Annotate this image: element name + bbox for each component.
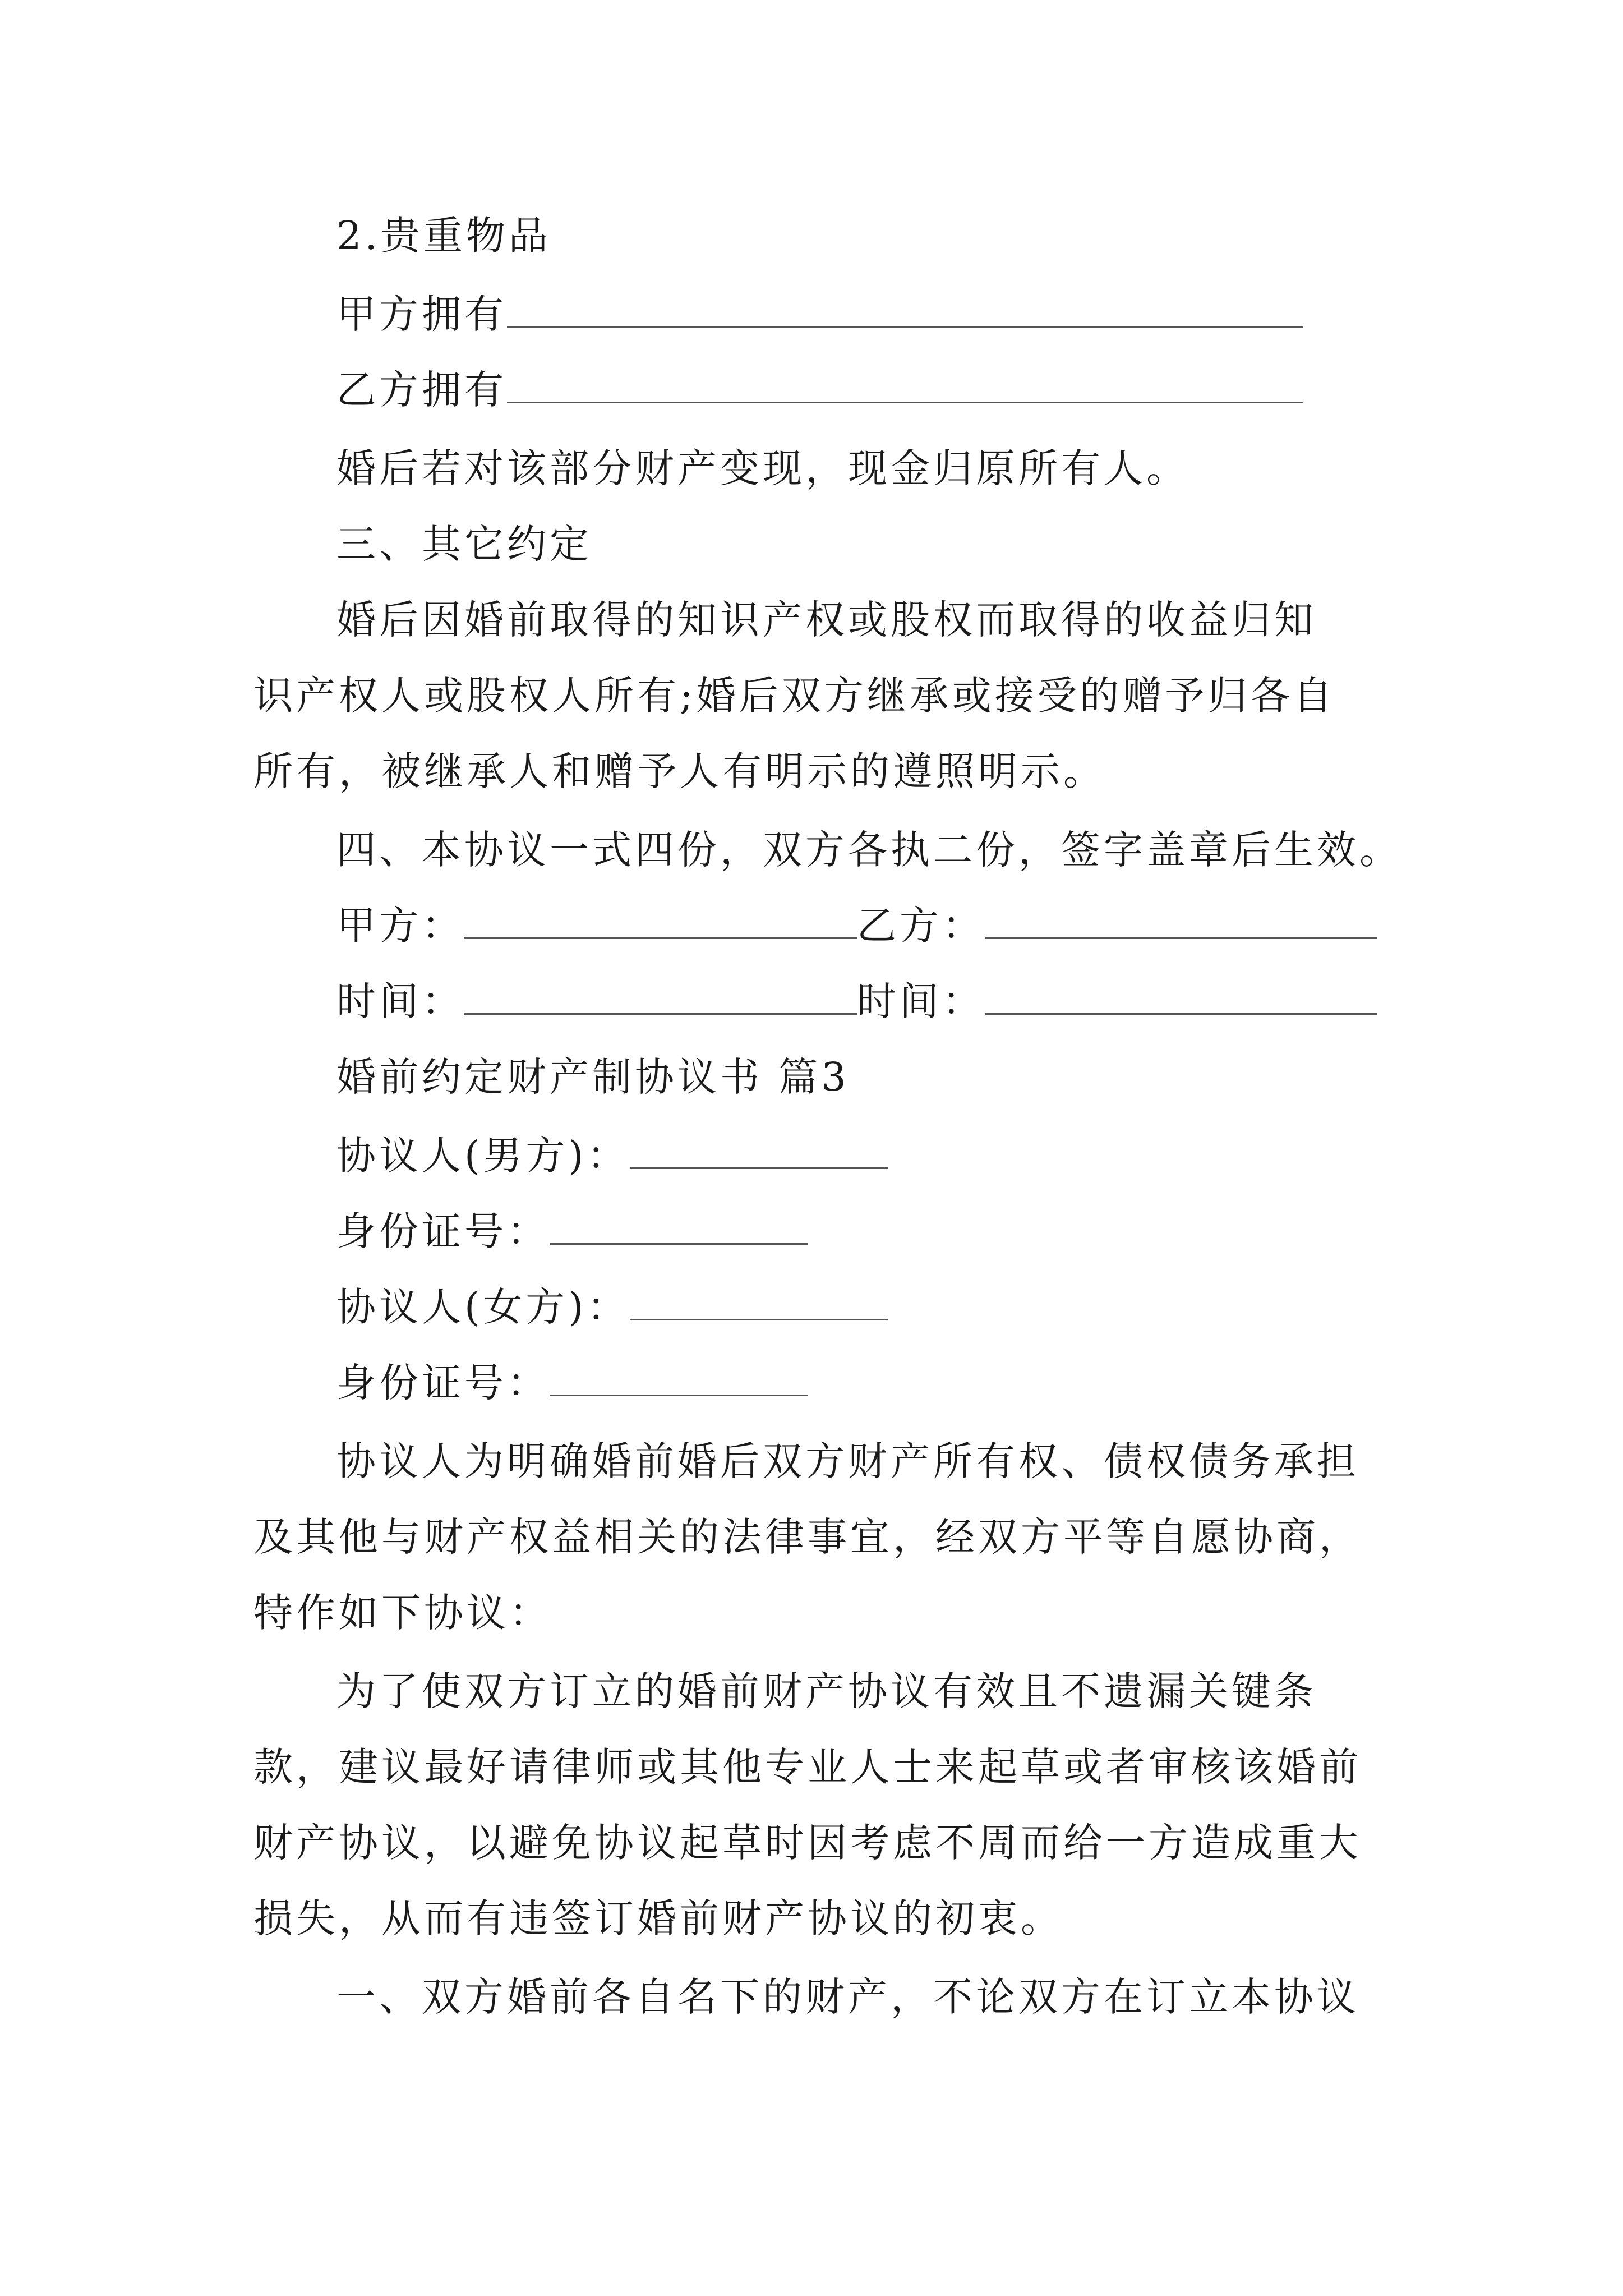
paragraph-line: 特作如下协议：: [253, 1590, 552, 1636]
female-id-blank[interactable]: [550, 1359, 808, 1396]
female-id-label: 身份证号：: [336, 1360, 550, 1406]
male-id-blank[interactable]: [550, 1207, 808, 1245]
male-id-label: 身份证号：: [336, 1208, 550, 1254]
paragraph-line: 一、双方婚前各自名下的财产，不论双方在订立本协议: [336, 1974, 1359, 2020]
party-a-signature-label: 甲方：: [336, 903, 464, 949]
party-b-date-label: 时间：: [857, 978, 985, 1024]
paragraph-line: 识产权人或股权人所有;婚后双方继承或接受的赠予归各自: [253, 673, 1336, 719]
paragraph-line: 婚后因婚前取得的知识产权或股权而取得的收益归知: [336, 597, 1317, 643]
party-b-owns-blank[interactable]: [507, 366, 1303, 403]
paragraph-line: 为了使双方订立的婚前财产协议有效且不遗漏关键条: [336, 1668, 1317, 1714]
party-b-owns-label: 乙方拥有: [336, 367, 507, 413]
signature-row: [336, 898, 1377, 954]
section-heading: 四、本协议一式四份，双方各执二份，签字盖章后生效。: [336, 827, 1402, 873]
party-b-owns-row: [336, 362, 1303, 418]
document-title: 婚前约定财产制协议书 篇3: [336, 1054, 850, 1100]
party-a-owns-row: [336, 286, 1303, 342]
paragraph: 婚后若对该部分财产变现，现金归原所有人。: [336, 445, 1189, 491]
party-b-signature-label: 乙方：: [857, 903, 985, 949]
party-a-date-blank[interactable]: [464, 977, 857, 1015]
paragraph-line: 财产协议，以避免协议起草时因考虑不周而给一方造成重大: [253, 1820, 1362, 1866]
male-party-blank[interactable]: [630, 1131, 888, 1169]
female-id-row: [336, 1355, 808, 1411]
female-party-blank[interactable]: [630, 1283, 888, 1320]
paragraph-line: 损失，从而有违签订婚前财产协议的初衷。: [253, 1895, 1063, 1941]
date-row: [336, 973, 1377, 1029]
male-party-label: 协议人(男方)：: [336, 1133, 630, 1179]
paragraph-line: 及其他与财产权益相关的法律事宜，经双方平等自愿协商，: [253, 1514, 1362, 1560]
paragraph-line: 款，建议最好请律师或其他专业人士来起草或者审核该婚前: [253, 1744, 1362, 1790]
party-a-signature-blank[interactable]: [464, 901, 857, 939]
paragraph-line: 所有，被继承人和赠予人有明示的遵照明示。: [253, 748, 1106, 794]
section-valuables: 2.贵重物品: [336, 213, 551, 259]
male-id-row: [336, 1203, 808, 1259]
party-a-owns-blank[interactable]: [507, 290, 1303, 328]
male-party-row: [336, 1128, 888, 1184]
party-b-date-blank[interactable]: [985, 977, 1377, 1015]
party-a-date-label: 时间：: [336, 978, 464, 1024]
party-a-owns-label: 甲方拥有: [336, 291, 507, 337]
section-heading: 三、其它约定: [336, 521, 592, 567]
female-party-label: 协议人(女方)：: [336, 1284, 630, 1330]
female-party-row: [336, 1279, 888, 1335]
paragraph-line: 协议人为明确婚前婚后双方财产所有权、债权债务承担: [336, 1438, 1359, 1484]
party-b-signature-blank[interactable]: [985, 901, 1377, 939]
